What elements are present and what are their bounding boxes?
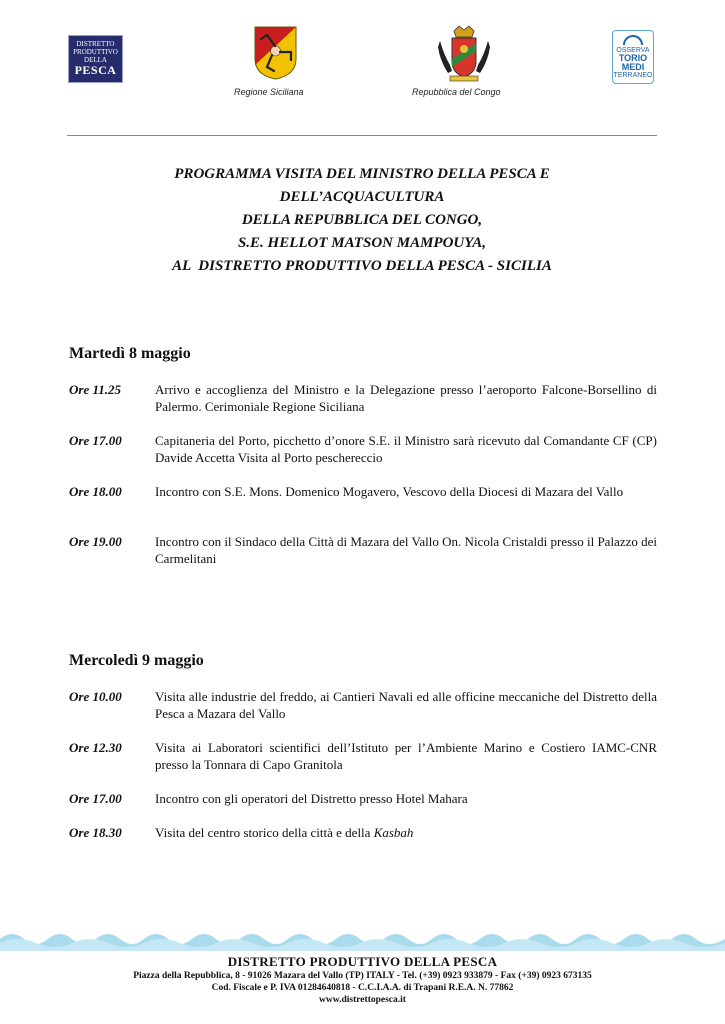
caption-repubblica-congo: Repubblica del Congo bbox=[412, 87, 501, 97]
schedule-entry bbox=[69, 381, 657, 415]
schedule-entry bbox=[69, 688, 657, 722]
distretto-pesca-logo: DISTRETTO PRODUTTIVO DELLA PESCA bbox=[68, 35, 123, 83]
title-line: S.E. HELLOT MATSON MAMPOUYA, bbox=[237, 235, 487, 251]
entry-description: Visita alle industrie del freddo, ai Cantieri Navali ed alle officine meccaniche del Distretto della Pesca a Mazara del Vallo bbox=[155, 689, 657, 721]
kasbah-italic: Kasbah bbox=[373, 825, 414, 840]
entry-time: Ore 18.30 bbox=[69, 825, 122, 840]
document-title bbox=[67, 163, 657, 278]
header-divider bbox=[67, 135, 657, 136]
entry-time: Ore 18.00 bbox=[69, 484, 122, 499]
day-heading-2: Mercoledì 9 maggio bbox=[69, 652, 204, 669]
entry-description: Visita del centro storico della città e della Kasbah bbox=[155, 825, 414, 840]
footer-address: Piazza della Repubblica, 8 - 91026 Mazara del Vallo (TP) ITALY - Tel. (+39) 0923 933879 - Fax (+39) 0923 673135 bbox=[133, 971, 592, 981]
header-logos bbox=[0, 0, 725, 110]
osservatorio-mediterraneo-logo: OSSERVA TORIO MEDI TERRANEO bbox=[612, 30, 654, 84]
schedule-entry bbox=[69, 533, 657, 567]
regione-siciliana-emblem-icon bbox=[253, 25, 298, 81]
footer-organization: DISTRETTO PRODUTTIVO DELLA PESCA bbox=[227, 954, 498, 969]
entry-description: Capitaneria del Porto, picchetto d’onore S.E. il Ministro sarà ricevuto dal Comandante CF (CP) Davide Accetta Visita al Porto peschereccio bbox=[155, 433, 657, 465]
schedule-entry bbox=[69, 790, 657, 807]
title-line: DELL’ACQUACULTURA bbox=[279, 189, 445, 205]
repubblica-congo-emblem-icon bbox=[436, 25, 492, 83]
entry-time: Ore 17.00 bbox=[69, 791, 122, 806]
entry-time: Ore 17.00 bbox=[69, 433, 122, 448]
entry-description: Incontro con S.E. Mons. Domenico Mogavero, Vescovo della Diocesi di Mazara del Vallo bbox=[155, 484, 624, 499]
schedule-entry bbox=[69, 432, 657, 466]
entry-time: Ore 12.30 bbox=[69, 740, 122, 755]
schedule-entry bbox=[69, 483, 657, 500]
arc-icon bbox=[623, 35, 643, 45]
schedule-entry bbox=[69, 739, 657, 773]
day-heading-1: Martedì 8 maggio bbox=[69, 345, 191, 362]
title-line: AL DISTRETTO PRODUTTIVO DELLA PESCA - SICILIA bbox=[172, 258, 552, 274]
entry-time: Ore 19.00 bbox=[69, 534, 122, 549]
footer-website: www.distrettopesca.it bbox=[319, 995, 406, 1005]
entry-time: Ore 10.00 bbox=[69, 689, 122, 704]
entry-description: Arrivo e accoglienza del Ministro e la Delegazione presso l’aeroporto Falcone-Borsellino di Palermo. Cerimoniale Regione Siciliana bbox=[155, 382, 657, 414]
schedule-entry bbox=[69, 824, 657, 841]
footer bbox=[0, 954, 725, 1006]
title-line: PROGRAMMA VISITA DEL MINISTRO DELLA PESCA E bbox=[174, 166, 550, 182]
caption-regione-siciliana: Regione Siciliana bbox=[234, 87, 304, 97]
entry-description: Incontro con gli operatori del Distretto presso Hotel Mahara bbox=[155, 791, 468, 806]
title-line: DELLA REPUBBLICA DEL CONGO, bbox=[241, 212, 483, 228]
footer-fiscal-info: Cod. Fiscale e P. IVA 01284640818 - C.C.I.A.A. di Trapani R.E.A. N. 77862 bbox=[211, 983, 514, 993]
entry-time: Ore 11.25 bbox=[69, 382, 121, 397]
wave-decoration-icon bbox=[0, 925, 725, 951]
entry-description: Incontro con il Sindaco della Città di Mazara del Vallo On. Nicola Cristaldi presso il Palazzo dei Carmelitani bbox=[155, 534, 657, 566]
entry-description: Visita ai Laboratori scientifici dell’Istituto per l’Ambiente Marino e Costiero IAMC-CNR presso la Tonnara di Capo Granitola bbox=[155, 740, 657, 772]
